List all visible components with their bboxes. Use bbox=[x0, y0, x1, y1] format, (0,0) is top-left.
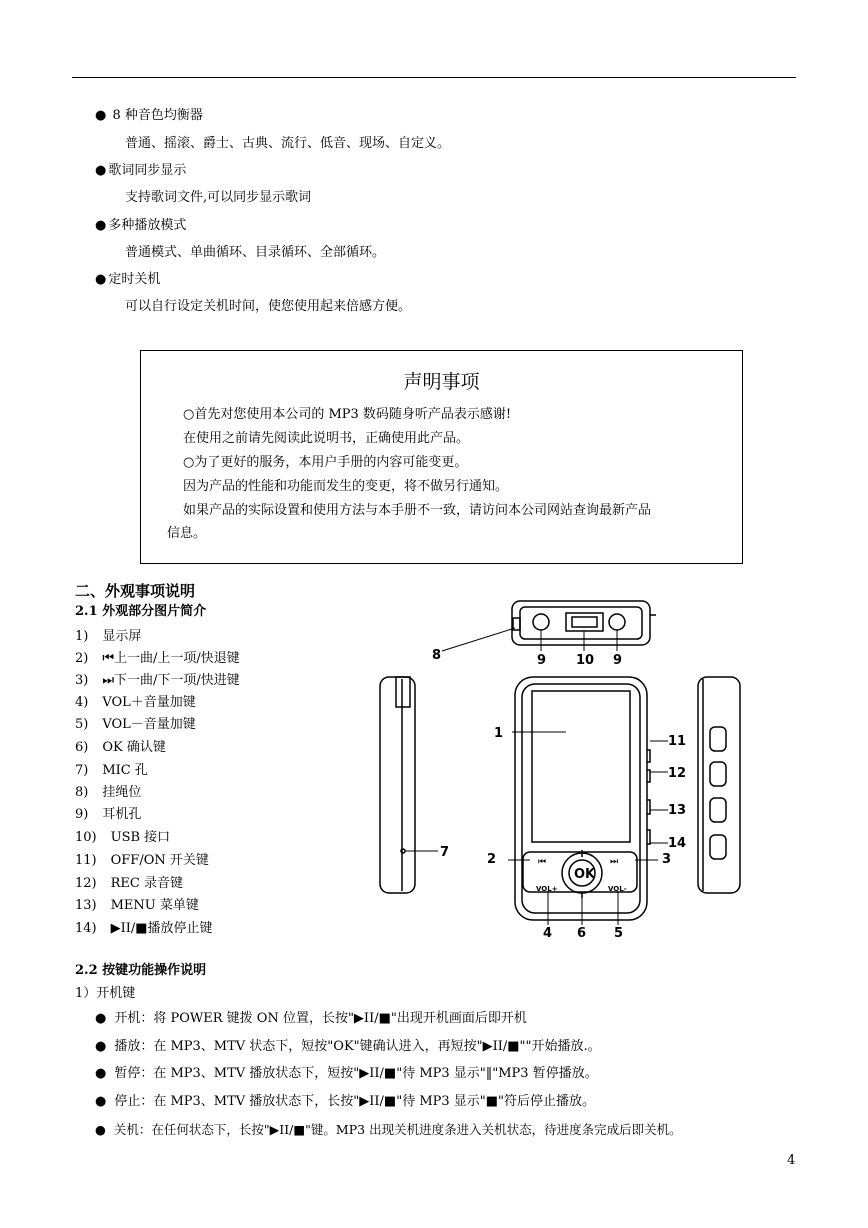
section-heading: 二、外观事项说明 bbox=[75, 582, 196, 600]
notice-paragraph: ○为了更好的服务，本用户手册的内容可能变更。 bbox=[183, 455, 468, 470]
callout-10: 10 bbox=[576, 653, 595, 668]
right-side-view bbox=[698, 677, 740, 893]
notice-paragraph: 信息。 bbox=[167, 526, 207, 541]
list-item: 14) ▶II/■播放停止键 bbox=[75, 921, 213, 936]
device-diagram bbox=[370, 595, 755, 940]
list-item: 8) 挂绳位 bbox=[75, 785, 142, 800]
feature-desc: 可以自行设定关机时间，使您使用起来倍感方便。 bbox=[125, 299, 412, 314]
notice-paragraph: 在使用之前请先阅读此说明书，正确使用此产品。 bbox=[183, 431, 470, 446]
callout-11: 11 bbox=[668, 734, 687, 749]
list-item: 11) OFF/ON 开关键 bbox=[75, 853, 209, 868]
list-item: ● 播放：在 MP3、MTV 状态下，短按"OK"键确认进入，再短按"▶II/■""开始播放.。 bbox=[95, 1039, 601, 1054]
list-item: 9) 耳机孔 bbox=[75, 807, 142, 822]
list-item: 1) 显示屏 bbox=[75, 629, 142, 644]
front-view bbox=[515, 677, 650, 920]
list-item: 3) ⏭下一曲/下一项/快进键 bbox=[75, 673, 240, 688]
callout-13: 13 bbox=[668, 803, 687, 818]
notice-paragraph: 如果产品的实际设置和使用方法与本手册不一致，请访问本公司网站查询最新产品 bbox=[183, 503, 652, 518]
list-item: 13) MENU 菜单键 bbox=[75, 898, 199, 913]
callout-4: 4 bbox=[543, 926, 553, 940]
vol-minus-label: VOL- bbox=[608, 885, 627, 893]
list-item: 2) ⏮上一曲/上一项/快退键 bbox=[75, 651, 240, 666]
feature-desc: 普通模式、单曲循环、目录循环、全部循环。 bbox=[125, 245, 386, 260]
feature-title: ● 8 种音色均衡器 bbox=[95, 107, 203, 125]
list-item: ● 关机：在任何状态下，长按"▶II/■"键。MP3 出现关机进度条进入关机状态，待进度条完成后即关机。 bbox=[95, 1122, 682, 1137]
callout-1: 1 bbox=[494, 726, 504, 741]
callout-12: 12 bbox=[668, 766, 687, 781]
callout-2: 2 bbox=[487, 852, 497, 867]
ok-label: OK bbox=[574, 867, 596, 882]
callout-6: 6 bbox=[577, 926, 587, 940]
feature-title: ● 歌词同步显示 bbox=[95, 162, 186, 180]
subsection-heading: 2.1 外观部分图片简介 bbox=[75, 604, 207, 619]
callout-9: 9 bbox=[613, 653, 623, 668]
list-item: 10) USB 接口 bbox=[75, 830, 171, 845]
callout-7: 7 bbox=[440, 845, 450, 860]
feature-desc: 普通、摇滚、爵士、古典、流行、低音、现场、自定义。 bbox=[125, 136, 451, 151]
header-rule bbox=[72, 77, 796, 78]
power-key-heading: 1）开机键 bbox=[75, 986, 136, 1001]
list-item: 4) VOL＋音量加键 bbox=[75, 695, 196, 710]
list-item: ● 暂停：在 MP3、MTV 播放状态下，短按"▶II/■"待 MP3 显示"‖"MP3 暂停播放。 bbox=[95, 1066, 598, 1081]
list-item: 7) MIC 孔 bbox=[75, 763, 148, 778]
callout-14: 14 bbox=[668, 836, 687, 851]
notice-paragraph: 因为产品的性能和功能而发生的变更，将不做另行通知。 bbox=[183, 479, 509, 494]
vol-plus-label: VOL+ bbox=[536, 885, 558, 893]
prev-icon: ⏮ bbox=[538, 857, 547, 867]
list-item: 12) REC 录音键 bbox=[75, 876, 183, 891]
left-side-view bbox=[380, 677, 415, 893]
notice-paragraph: ○首先对您使用本公司的 MP3 数码随身听产品表示感谢! bbox=[183, 407, 512, 422]
feature-title: ● 多种播放模式 bbox=[95, 217, 186, 235]
notice-box bbox=[140, 350, 743, 564]
page-number: 4 bbox=[787, 1153, 796, 1168]
callout-5: 5 bbox=[614, 926, 624, 940]
list-item: ● 停止：在 MP3、MTV 播放状态下，长按"▶II/■"待 MP3 显示"■"符后停止播放。 bbox=[95, 1094, 596, 1109]
feature-desc: 支持歌词文件,可以同步显示歌词 bbox=[125, 190, 312, 205]
next-icon: ⏭ bbox=[610, 857, 619, 867]
list-item: ● 开机：将 POWER 键拨 ON 位置，长按"▶II/■"出现开机画面后即开机 bbox=[95, 1011, 527, 1026]
callout-8: 8 bbox=[432, 648, 442, 663]
callout-3: 3 bbox=[662, 852, 672, 867]
list-item: 5) VOL－音量加键 bbox=[75, 717, 196, 732]
list-item: 6) OK 确认键 bbox=[75, 740, 166, 755]
callout-9: 9 bbox=[537, 653, 547, 668]
subsection-heading: 2.2 按键功能操作说明 bbox=[75, 963, 207, 978]
notice-title: 声明事项 bbox=[403, 371, 480, 393]
feature-title: ● 定时关机 bbox=[95, 271, 160, 289]
